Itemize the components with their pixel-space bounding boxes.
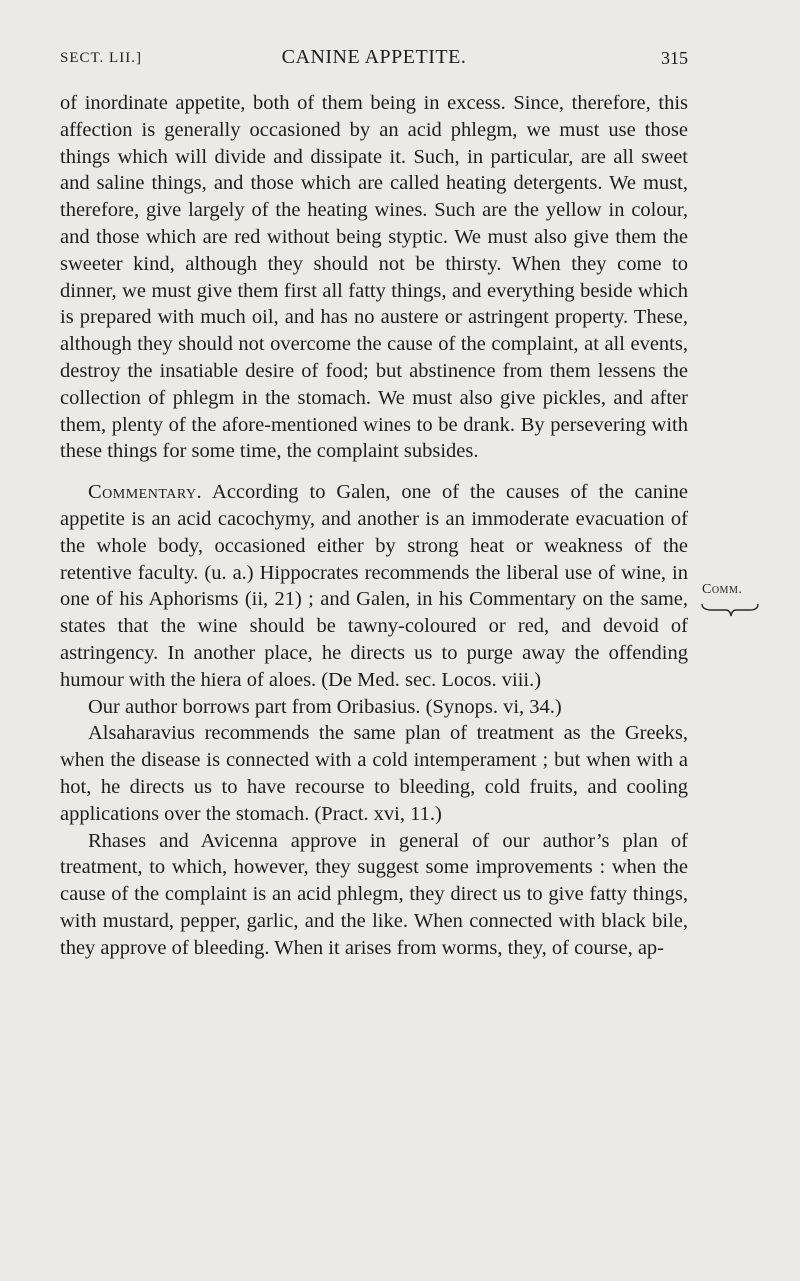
paragraph-alsaharavius: Alsaharavius recommends the same plan of treatment as the Greeks, when the disease is connected with a cold intemperament ; but when with a hot, he directs us to have recourse to bleeding, cold fruits, and cooling applications over the stomach. (Pract. xvi, 11.) — [60, 722, 688, 825]
paragraph-oribasius: Our author borrows part from Oribasius. (Synops. vi, 34.) — [88, 695, 562, 718]
page-body — [60, 90, 688, 962]
page-title: CANINE APPETITE. — [281, 46, 467, 68]
commentary-paragraph — [60, 479, 688, 693]
commentary-text: According to Galen, one of the causes of the canine appetite is an acid cacochymy, and another is an immoderate evacuation of the whole body, occasioned either by strong heat or weakness of the retentive faculty. (u. a.) Hippocrates recommends the liberal use of wine, in one of his Aphorisms (ii, 21) ; and Galen, in his Commentary on the same, states that the wine should be tawny-coloured or red, and devoid of astringency. In another place, he directs us to purge away the offending humour with the hiera of aloes. (De Med. sec. Locos. viii.) — [60, 481, 688, 691]
running-header — [60, 46, 688, 74]
page-number: 315 — [661, 48, 688, 68]
paragraph-rhases: Rhases and Avicenna approve in general of our author’s plan of treatment, to which, however, they suggest some improvements : when the cause of the complaint is an acid phlegm, they direct us to give fatty things, with mustard, pepper, garlic, and the like. When connected with black bile, they approve of bleeding. When it arises from worms, they, of course, ap- — [60, 829, 688, 959]
margin-brace-icon — [700, 600, 760, 618]
commentary-label: Commentary. — [88, 481, 203, 504]
paragraph-1: of inordinate appetite, both of them being in excess. Since, therefore, this affection is generally occasioned by an acid phlegm, we must use those things which will divide and dissipate it. Such, in particular, are all sweet and saline things, and those which are called heating detergents. We must, therefore, give largely of the heating wines. Such are the yellow in colour, and those which are red without being styptic. We must also give them the sweeter kind, although they should not be thirsty. When they come to dinner, we must give them first all fatty things, and everything beside which is prepared with much oil, and has no austere or astringent property. These, although they should not overcome the cause of the complaint, at all events, destroy the insatiable desire of food; but abstinence from them lessens the collection of phlegm in the stomach. We must also give pickles, and after them, plenty of the afore-mentioned wines to be drank. By persevering with these things for some time, the complaint subsides. — [60, 92, 688, 463]
section-reference: SECT. LII.] — [60, 50, 142, 66]
margin-note-comm: Comm. — [702, 582, 743, 597]
